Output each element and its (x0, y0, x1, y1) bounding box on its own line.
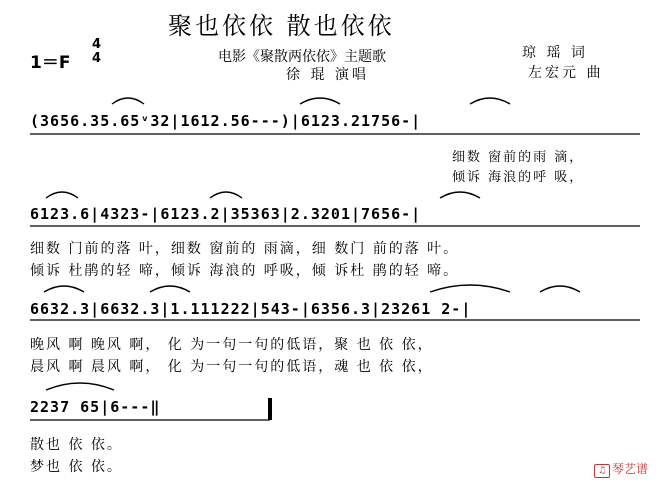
notation-row-4: 2237 65|6---‖ (30, 398, 161, 416)
notation-row-1: (3656.35.65ᵛ32|1612.56---)|6123.21756-| (30, 112, 422, 130)
time-signature-top: 4 (92, 37, 102, 52)
song-title: 聚也依依 散也依依 (168, 12, 395, 40)
lyrics-row-1-verse-2: 倾诉 海浪的呼 吸， (452, 170, 585, 185)
time-signature-bottom: 4 (92, 51, 102, 66)
music-note-icon: ♫ (594, 464, 610, 478)
watermark-text: 琴艺谱 (612, 462, 649, 476)
lyricist-credit: 琼 瑶 词 (522, 45, 588, 61)
lyrics-row-4-verse-1: 散也 依 依。 (30, 437, 123, 453)
notation-row-2: 6123.6|4323-|6123.2|35363|2.3201|7656-| (30, 205, 422, 223)
watermark-logo (594, 460, 648, 478)
key-signature: 1＝F (30, 53, 71, 73)
composer-credit: 左宏元 曲 (528, 65, 604, 81)
lyrics-row-1-verse-1: 细数 窗前的雨 滴， (452, 150, 585, 165)
singer-credit: 徐 琨 演唱 (286, 67, 369, 83)
notation-row-3: 6632.3|6632.3|1.111222|543-|6356.3|23261 2-| (30, 300, 472, 318)
song-subtitle: 电影《聚散两依依》主题歌 (218, 49, 386, 65)
lyrics-row-3-verse-2: 晨风 啊 晨风 啊， 化 为一句一句的低语，魂 也 依 依， (30, 359, 434, 375)
lyrics-row-2-verse-1: 细数 门前的落 叶，细数 窗前的 雨滴，细 数门 前的落 叶。 (30, 241, 460, 257)
lyrics-row-3-verse-1: 晚风 啊 晚风 啊， 化 为一句一句的低语，聚 也 依 依， (30, 337, 434, 353)
lyrics-row-2-verse-2: 倾诉 杜鹃的轻 啼，倾诉 海浪的 呼吸，倾 诉杜 鹃的轻 啼。 (30, 263, 460, 279)
lyrics-row-4-verse-2: 梦也 依 依。 (30, 459, 123, 475)
